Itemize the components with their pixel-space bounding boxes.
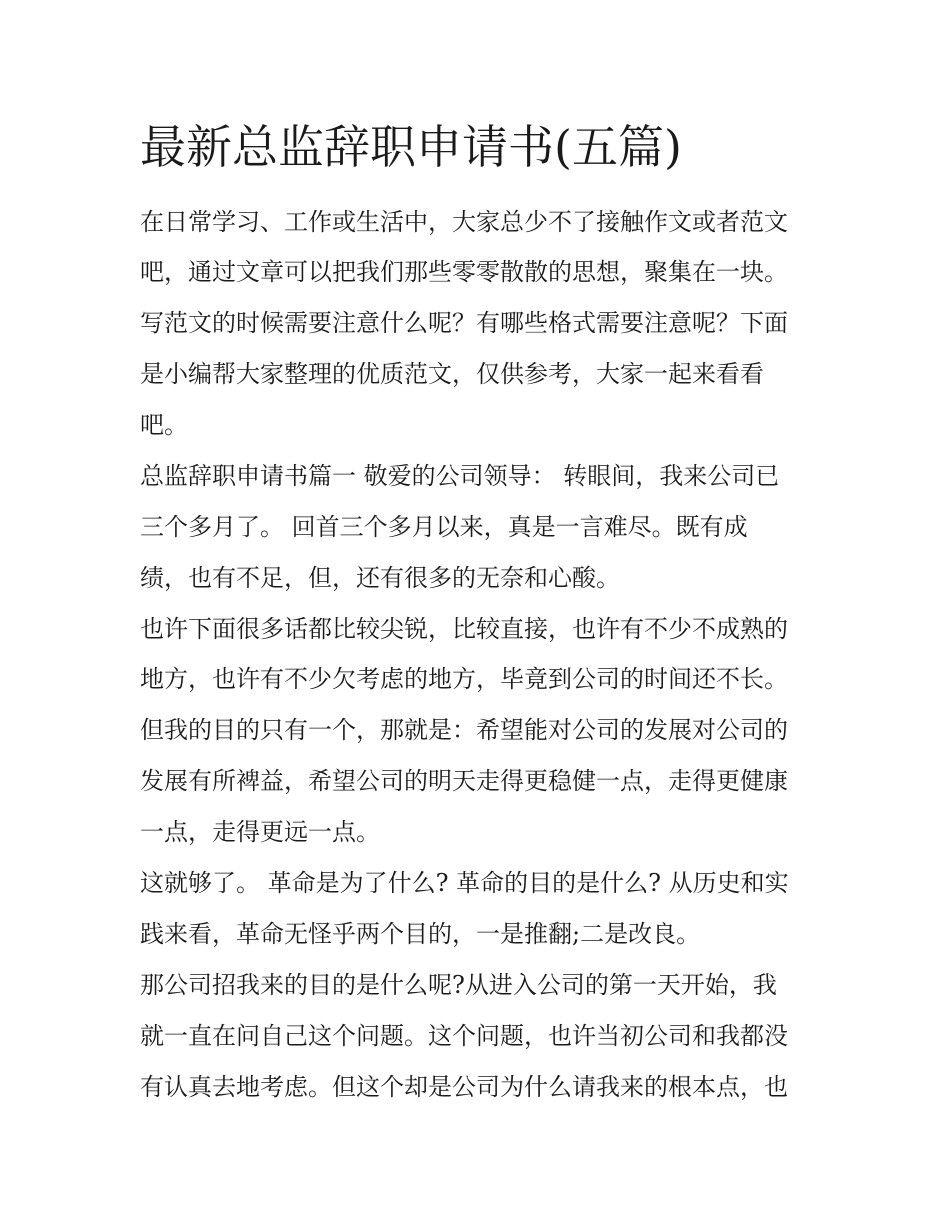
body-line: 就一直在问自己这个问题。这个问题，也许当初公司和我都没: [140, 1022, 788, 1050]
body-line: 发展有所裨益，希望公司的明天走得更稳健一点，走得更健康: [140, 767, 788, 795]
body-line: 这就够了。 革命是为了什么? 革命的目的是什么? 从历史和实: [140, 869, 789, 897]
body-line: 总监辞职申请书篇一 敬爱的公司领导： 转眼间，我来公司已: [140, 462, 780, 490]
body-line: 践来看，革命无怪乎两个目的，一是推翻;二是改良。: [140, 920, 701, 948]
body-line: 那公司招我来的目的是什么呢?从进入公司的第一天开始，我: [140, 971, 777, 999]
body-line: 绩，也有不足，但，还有很多的无奈和心酸。: [140, 564, 620, 592]
body-line: 是小编帮大家整理的优质范文，仅供参考，大家一起来看看: [140, 360, 764, 388]
body-line: 吧，通过文章可以把我们那些零零散散的思想，聚集在一块。: [140, 258, 788, 286]
body-line: 但我的目的只有一个，那就是：希望能对公司的发展对公司的: [140, 716, 788, 744]
body-line: 三个多月了。 回首三个多月以来，真是一言难尽。既有成: [140, 513, 748, 541]
body-line: 一点，走得更远一点。: [140, 818, 380, 846]
body-line: 吧。: [140, 411, 188, 439]
body-line: 也许下面很多话都比较尖锐，比较直接，也许有不少不成熟的: [140, 615, 788, 643]
document-title: 最新总监辞职申请书(五篇): [140, 120, 682, 174]
body-line: 有认真去地考虑。但这个却是公司为什么请我来的根本点，也: [140, 1073, 788, 1101]
body-line: 在日常学习、工作或生活中，大家总少不了接触作文或者范文: [140, 208, 788, 236]
body-line: 地方，也许有不少欠考虑的地方，毕竟到公司的时间还不长。: [140, 665, 788, 693]
body-line: 写范文的时候需要注意什么呢？有哪些格式需要注意呢？下面: [140, 309, 788, 337]
